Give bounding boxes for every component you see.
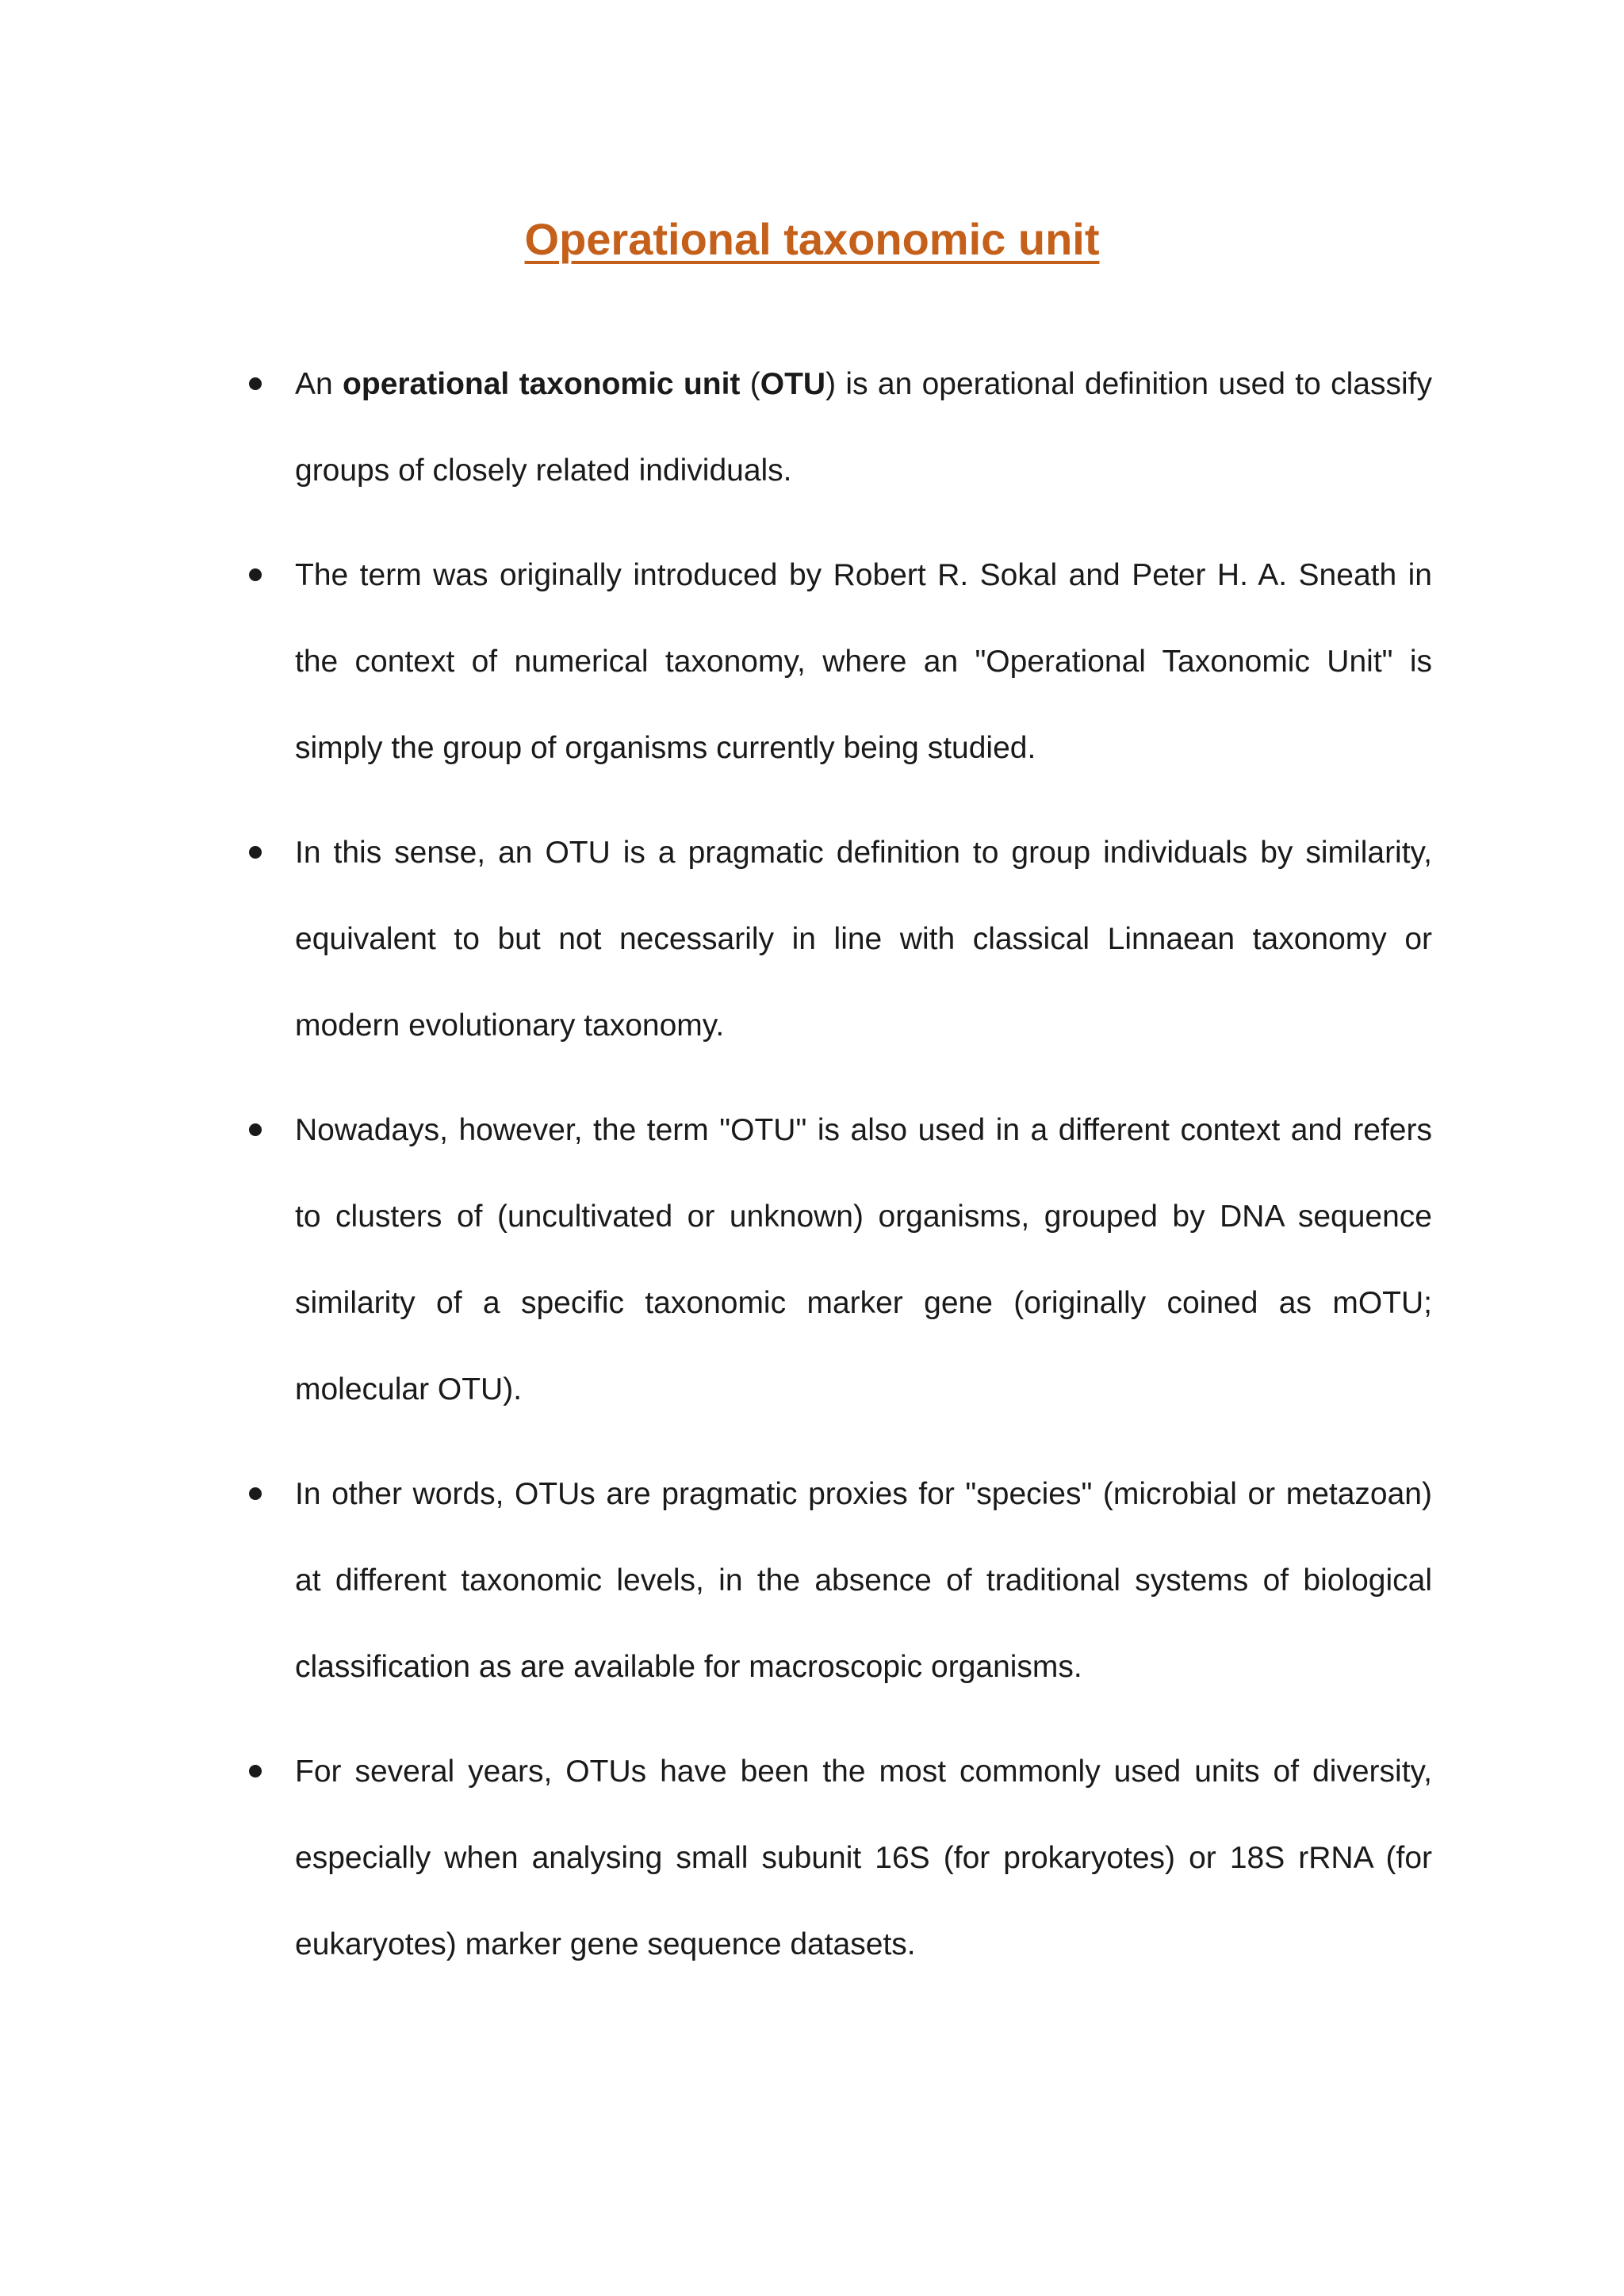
item-text-post: ) is an operational definition used to classify groups of closely related individuals. bbox=[295, 367, 1432, 488]
list-item bbox=[295, 532, 1432, 791]
item-text: Nowadays, however, the term "OTU" is also used in a different context and refers to clusters of (uncultivated or unknown) organisms, grouped by DNA sequence similarity of a specific taxonomic marker gene (originally coined as mOTU; molecular OTU). bbox=[295, 1113, 1432, 1406]
list-item bbox=[295, 341, 1432, 514]
bullet-list bbox=[295, 341, 1432, 2006]
bullet-icon bbox=[249, 377, 262, 390]
item-text: In other words, OTUs are pragmatic proxies for "species" (microbial or metazoan) at different taxonomic levels, in the absence of traditional systems of biological classification as are available for macroscopic organisms. bbox=[295, 1477, 1432, 1684]
list-item bbox=[295, 1728, 1432, 1988]
bullet-icon bbox=[249, 1765, 262, 1777]
bullet-icon bbox=[249, 568, 262, 581]
abbreviation-bold: OTU bbox=[760, 367, 826, 401]
list-item bbox=[295, 809, 1432, 1069]
page-title: Operational taxonomic unit bbox=[524, 214, 1100, 264]
item-text: For several years, OTUs have been the most commonly used units of diversity, especially when analysing small subunit 16S (for prokaryotes) or 18S rRNA (for eukaryotes) marker gene sequence datasets. bbox=[295, 1755, 1432, 1961]
list-item bbox=[295, 1451, 1432, 1710]
bullet-icon bbox=[249, 1123, 262, 1136]
item-text-mid: ( bbox=[740, 367, 760, 401]
bullet-icon bbox=[249, 846, 262, 859]
list-item bbox=[295, 1087, 1432, 1433]
term-bold: operational taxonomic unit bbox=[343, 367, 741, 401]
item-text: The term was originally introduced by Robert R. Sokal and Peter H. A. Sneath in the context of numerical taxonomy, where an "Operational Taxonomic Unit" is simply the group of organisms currently being studied. bbox=[295, 558, 1432, 765]
item-text-pre: An bbox=[295, 367, 343, 401]
item-text: In this sense, an OTU is a pragmatic definition to group individuals by similarity, equivalent to but not necessarily in line with classical Linnaean taxonomy or modern evolutionary taxonomy. bbox=[295, 836, 1432, 1043]
bullet-icon bbox=[249, 1487, 262, 1500]
